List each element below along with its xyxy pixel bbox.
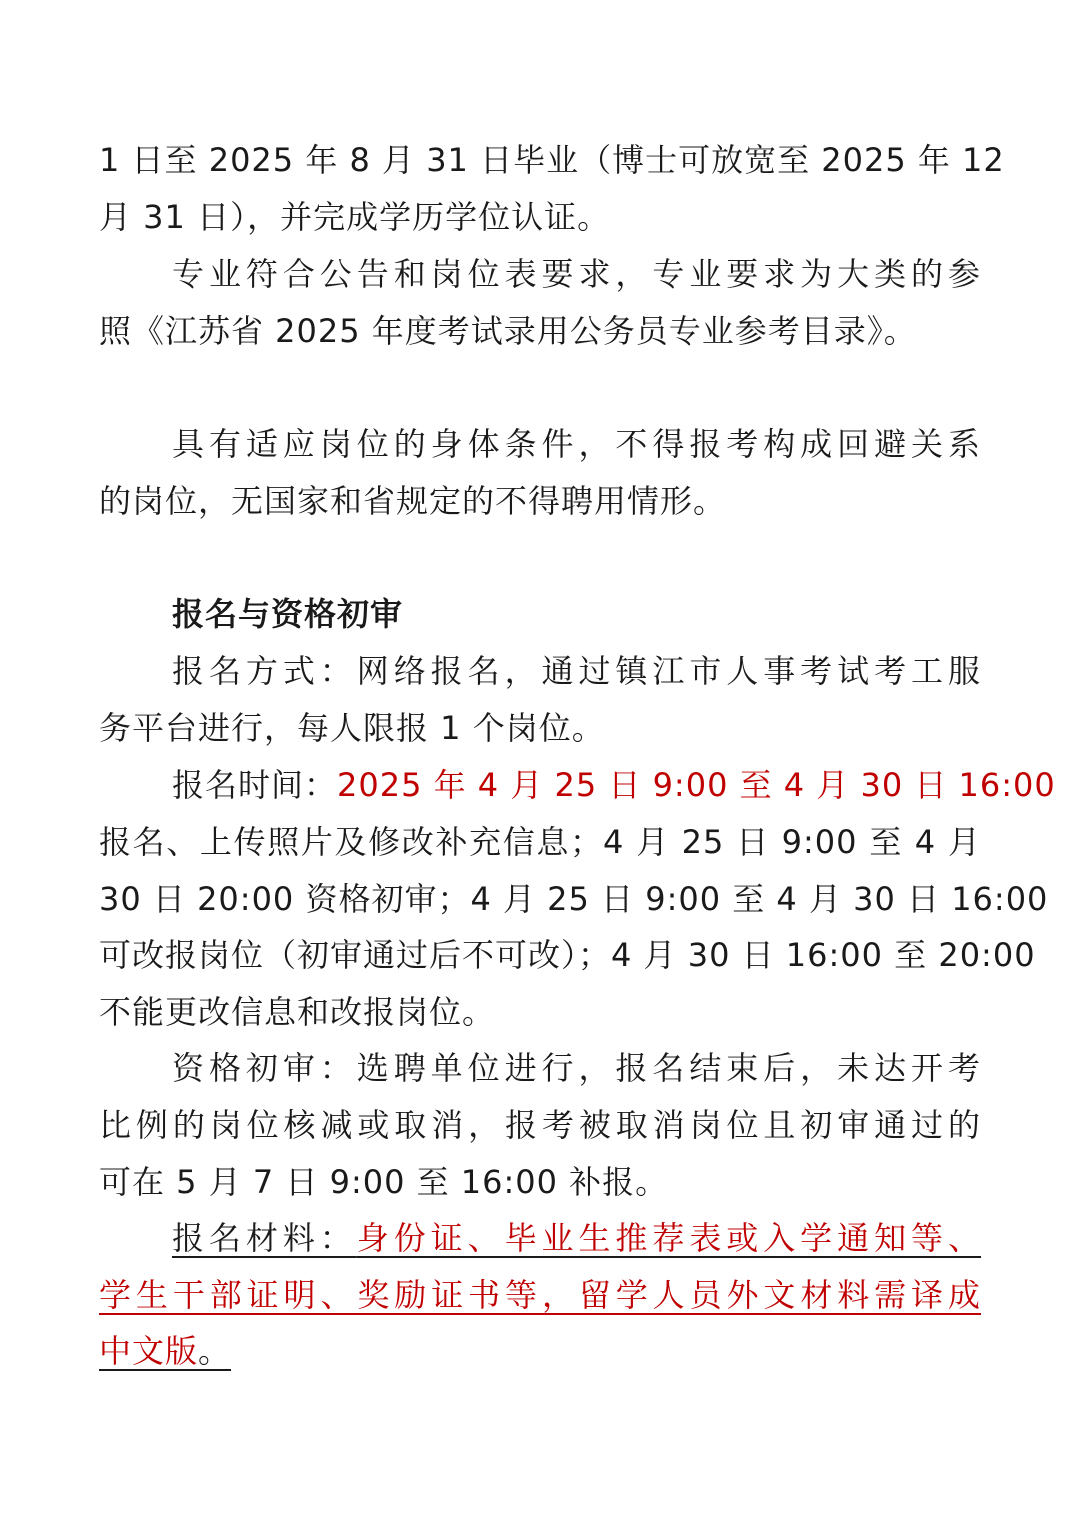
paragraph-materials-line-2: 学生干部证明、奖励证书等，留学人员外文材料需译成 xyxy=(99,1276,981,1314)
paragraph-graduation-line-1: 1 日至 2025 年 8 月 31 日毕业（博士可放宽至 2025 年 12 xyxy=(99,141,1005,179)
paragraph-review-line-2: 比例的岗位核减或取消，报考被取消岗位且初审通过的 xyxy=(99,1106,981,1144)
paragraph-physical-line-1: 具有适应岗位的身体条件，不得报考构成回避关系 xyxy=(172,425,981,463)
paragraph-time-line-4: 可改报岗位（初审通过后不可改）；4 月 30 日 16:00 至 20:00 xyxy=(99,936,1036,974)
paragraph-review-line-1: 资格初审：选聘单位进行，报名结束后，未达开考 xyxy=(172,1049,981,1087)
time-label: 报名时间： xyxy=(172,766,338,804)
paragraph-time-line-5: 不能更改信息和改报岗位。 xyxy=(99,993,496,1031)
materials-label: 报名材料： xyxy=(172,1219,357,1257)
materials-end-punct: 。 xyxy=(198,1332,232,1370)
paragraph-time-line-2: 报名、上传照片及修改补充信息；4 月 25 日 9:00 至 4 月 xyxy=(99,823,981,861)
paragraph-method-line-2: 务平台进行，每人限报 1 个岗位。 xyxy=(99,709,605,747)
materials-text-3: 中文版 xyxy=(99,1332,199,1370)
paragraph-time-line-3: 30 日 20:00 资格初审；4 月 25 日 9:00 至 4 月 30 日 16:00 xyxy=(99,880,1049,918)
paragraph-materials-line-1 xyxy=(172,1218,981,1258)
paragraph-major-line-1: 专业符合公告和岗位表要求，专业要求为大类的参 xyxy=(172,255,981,293)
paragraph-physical-line-2: 的岗位，无国家和省规定的不得聘用情形。 xyxy=(99,482,727,520)
materials-text-1: 身份证、毕业生推荐表或入学通知等、 xyxy=(356,1219,981,1257)
paragraph-graduation-line-2: 月 31 日），并完成学历学位认证。 xyxy=(99,198,611,236)
paragraph-materials-line-3 xyxy=(99,1331,231,1371)
paragraph-method-line-1: 报名方式：网络报名，通过镇江市人事考试考工服 xyxy=(172,652,981,690)
paragraph-major-line-2: 照《江苏省 2025 年度考试录用公务员专业参考目录》。 xyxy=(99,312,917,350)
paragraph-review-line-3: 可在 5 月 7 日 9:00 至 16:00 补报。 xyxy=(99,1163,669,1201)
time-highlight: 2025 年 4 月 25 日 9:00 至 4 月 30 日 16:00 xyxy=(337,766,1056,804)
paragraph-time-line-1 xyxy=(172,765,1056,805)
section-heading-registration: 报名与资格初审 xyxy=(172,595,404,633)
